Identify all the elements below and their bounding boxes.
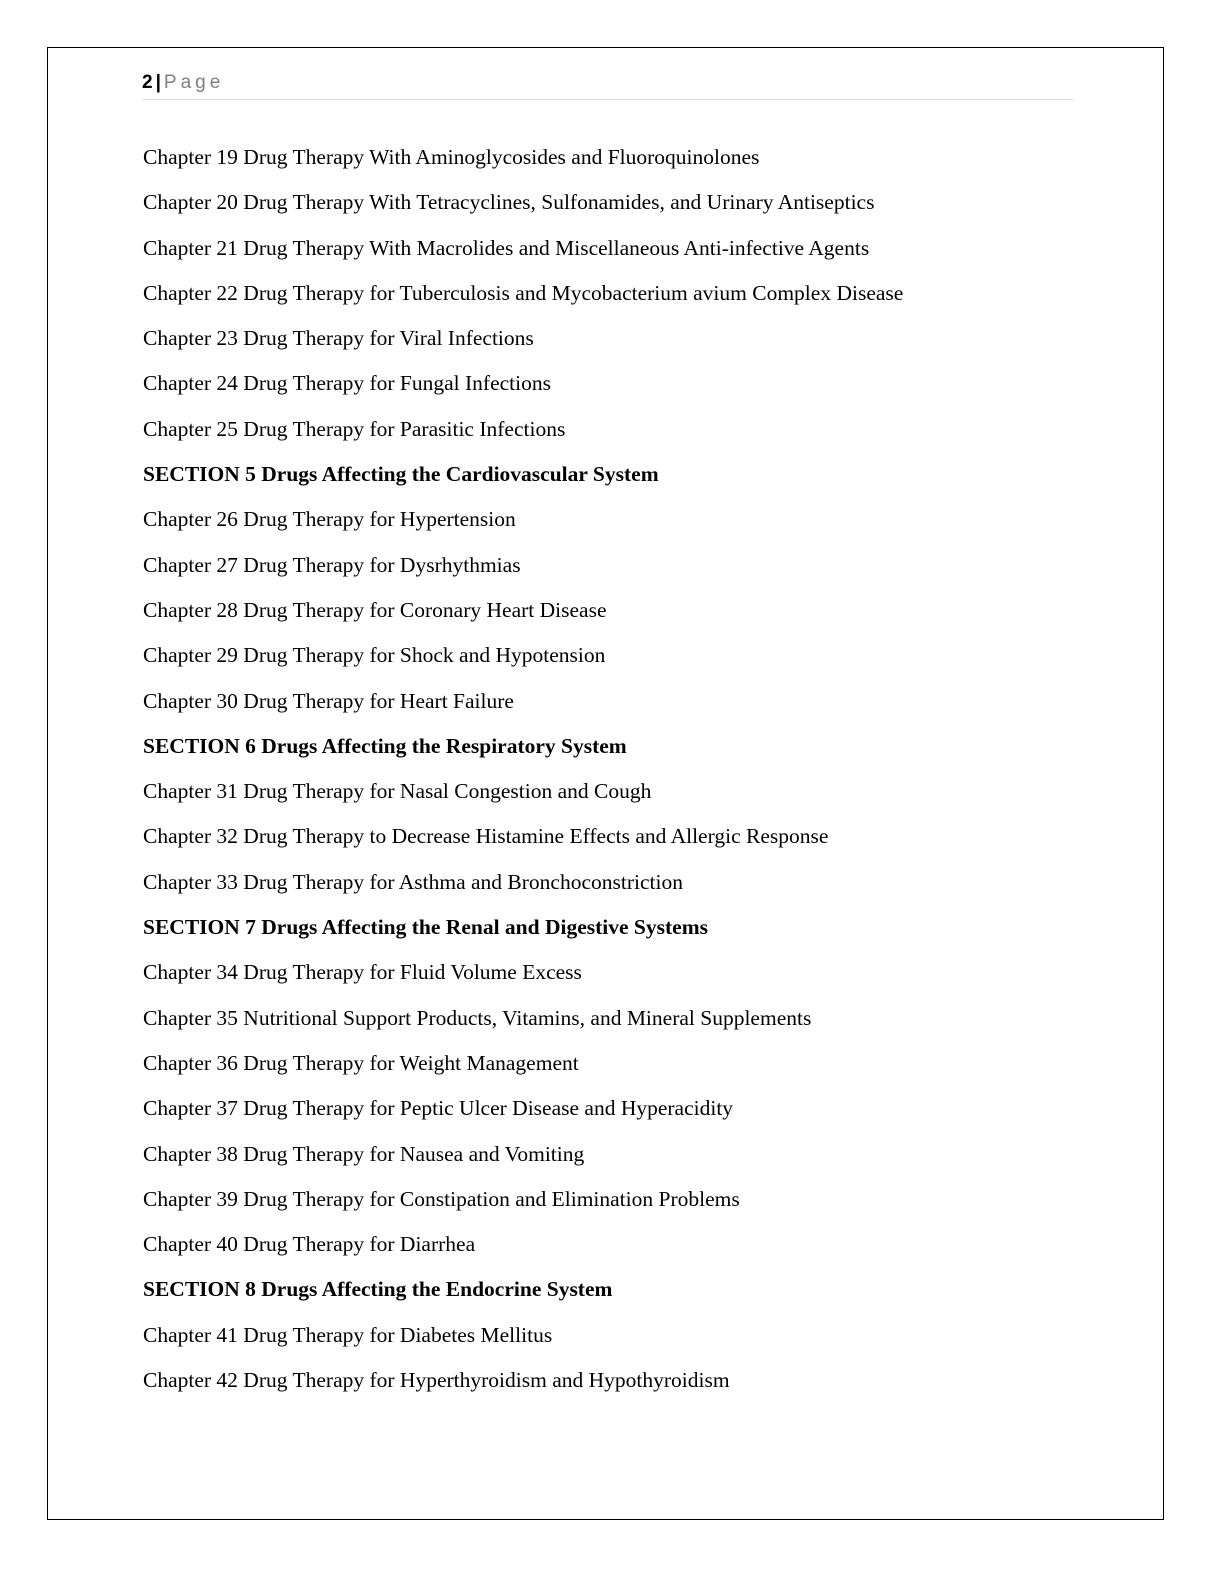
- toc-section-heading: SECTION 6 Drugs Affecting the Respiratory System: [143, 733, 627, 758]
- toc-chapter: Chapter 35 Nutritional Support Products, Vitamins, and Mineral Supplements: [143, 1005, 812, 1030]
- toc-chapter: Chapter 29 Drug Therapy for Shock and Hypotension: [143, 643, 606, 668]
- toc-chapter: Chapter 38 Drug Therapy for Nausea and Vomiting: [143, 1141, 585, 1166]
- table-of-contents: [143, 141, 1143, 1409]
- toc-chapter: Chapter 26 Drug Therapy for Hypertension: [143, 507, 516, 532]
- toc-chapter: Chapter 33 Drug Therapy for Asthma and Bronchoconstriction: [143, 869, 683, 894]
- toc-chapter: Chapter 32 Drug Therapy to Decrease Histamine Effects and Allergic Response: [143, 824, 829, 849]
- toc-section-heading: SECTION 8 Drugs Affecting the Endocrine System: [143, 1277, 613, 1302]
- toc-chapter: Chapter 20 Drug Therapy With Tetracyclines, Sulfonamides, and Urinary Antiseptics: [143, 190, 875, 215]
- toc-chapter: Chapter 19 Drug Therapy With Aminoglycosides and Fluoroquinolones: [143, 145, 760, 169]
- toc-section-heading: SECTION 5 Drugs Affecting the Cardiovascular System: [143, 462, 659, 487]
- toc-chapter: Chapter 34 Drug Therapy for Fluid Volume Excess: [143, 960, 582, 985]
- toc-chapter: Chapter 28 Drug Therapy for Coronary Heart Disease: [143, 597, 607, 622]
- toc-chapter: Chapter 31 Drug Therapy for Nasal Congestion and Cough: [143, 779, 652, 804]
- toc-chapter: Chapter 23 Drug Therapy for Viral Infections: [143, 326, 534, 351]
- toc-chapter: Chapter 22 Drug Therapy for Tuberculosis and Mycobacterium avium Complex Disease: [143, 280, 904, 305]
- toc-chapter: Chapter 25 Drug Therapy for Parasitic Infections: [143, 416, 566, 441]
- page-label: Page: [163, 72, 225, 93]
- toc-chapter: Chapter 40 Drug Therapy for Diarrhea: [143, 1232, 476, 1257]
- toc-chapter: Chapter 24 Drug Therapy for Fungal Infections: [143, 371, 551, 396]
- toc-chapter: Chapter 21 Drug Therapy With Macrolides and Miscellaneous Anti-infective Agents: [143, 235, 870, 260]
- toc-chapter: Chapter 36 Drug Therapy for Weight Management: [143, 1050, 579, 1075]
- page-number: 2: [142, 72, 153, 93]
- toc-chapter: Chapter 27 Drug Therapy for Dysrhythmias: [143, 552, 521, 577]
- toc-chapter: Chapter 30 Drug Therapy for Heart Failure: [143, 688, 514, 713]
- toc-chapter: Chapter 39 Drug Therapy for Constipation and Elimination Problems: [143, 1186, 740, 1211]
- toc-section-heading: SECTION 7 Drugs Affecting the Renal and Digestive Systems: [143, 915, 708, 940]
- page-header: [142, 70, 1073, 100]
- toc-chapter: Chapter 41 Drug Therapy for Diabetes Mellitus: [143, 1322, 553, 1347]
- toc-chapter: Chapter 42 Drug Therapy for Hyperthyroidism and Hypothyroidism: [143, 1368, 730, 1393]
- header-separator: |: [155, 72, 161, 93]
- toc-chapter: Chapter 37 Drug Therapy for Peptic Ulcer Disease and Hyperacidity: [143, 1096, 734, 1121]
